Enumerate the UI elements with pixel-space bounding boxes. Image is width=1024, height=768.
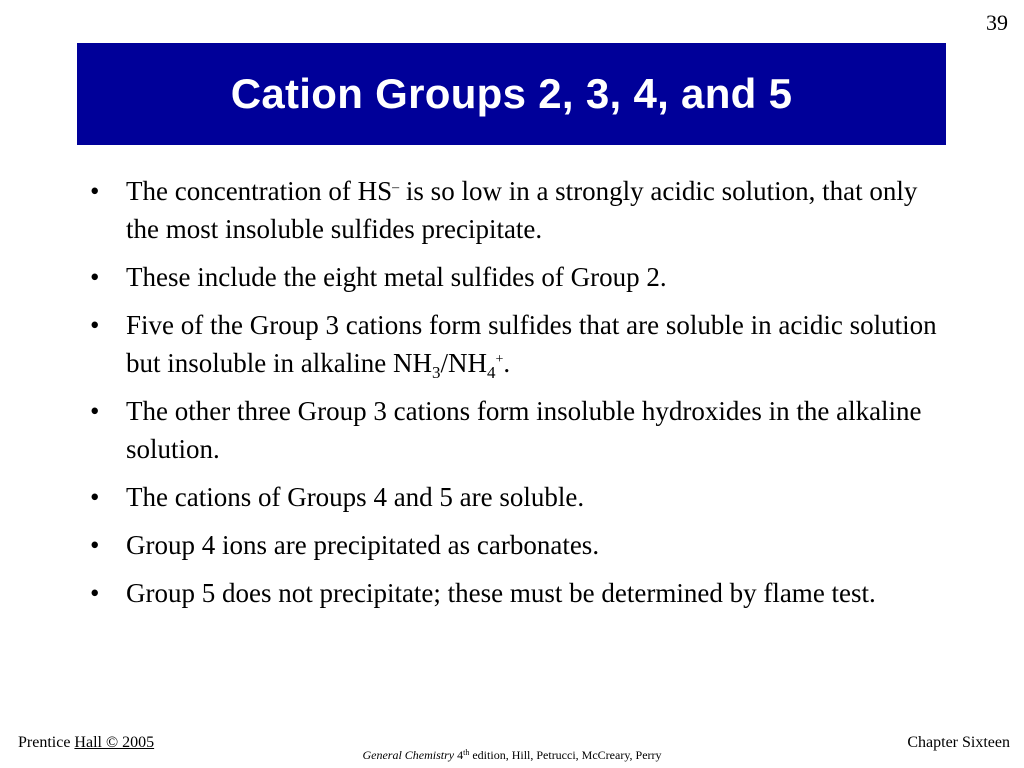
footer-book-credit [0,748,1024,763]
page-number: 39 [986,10,1008,35]
bullet-list [86,172,946,622]
bullet-text: . [503,348,511,378]
bullet-item: • Group 4 ions are precipitated as carbonates. [86,526,946,564]
footer-authors: edition, Hill, Petrucci, McCreary, Perry [469,748,662,762]
footer-edition-number: 4 [454,748,464,762]
bullet-item: • Group 5 does not precipitate; these must be determined by flame test. [86,574,946,612]
superscript: – [392,180,400,195]
footer-edition-suffix: th [463,748,470,757]
subscript: 3 [431,363,441,382]
title-bar [77,43,946,145]
footer-book-title: General Chemistry [362,748,455,762]
superscript: + [495,352,504,367]
footer-publisher-prefix: Prentice [18,734,75,751]
slide-title: Cation Groups 2, 3, 4, and 5 [230,70,793,117]
bullet-text: is so low in a strongly acidic solution, that only the most insoluble sulfides precipitate. [126,176,918,244]
footer-chapter: Chapter Sixteen [907,734,1010,751]
subscript: 4 [486,363,496,382]
bullet-text: /NH [440,348,487,378]
footer-publisher-link[interactable]: Hall © 2005 [74,734,155,751]
bullet-text: The concentration of HS [126,176,393,206]
bullet-item [86,172,946,248]
bullet-item: • The cations of Groups 4 and 5 are soluble. [86,478,946,516]
bullet-item: • These include the eight metal sulfides of Group 2. [86,258,946,296]
bullet-text: Five of the Group 3 cations form sulfides that are soluble in acidic solution but insoluble in alkaline NH [126,310,937,378]
bullet-item [86,306,946,382]
bullet-item: • The other three Group 3 cations form insoluble hydroxides in the alkaline solution. [86,392,946,468]
